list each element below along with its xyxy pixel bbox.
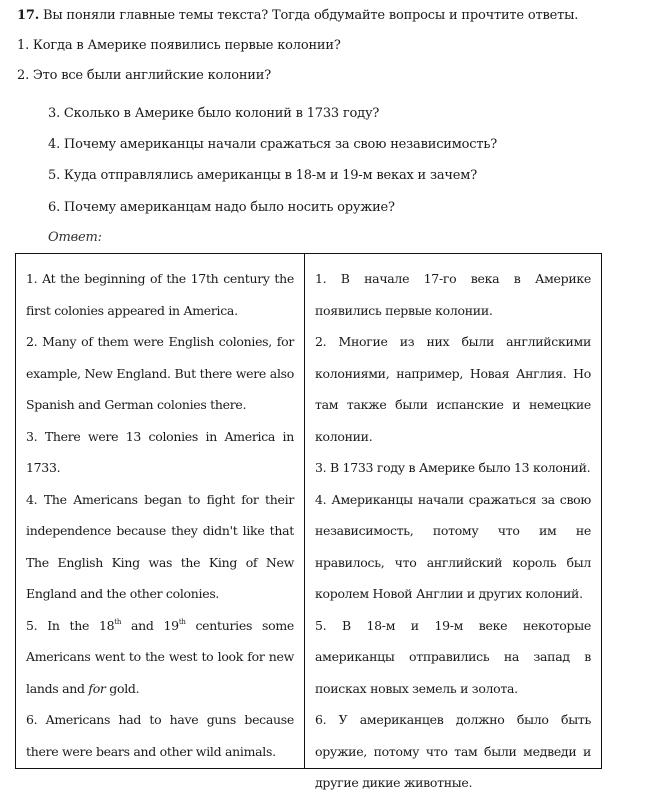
english-answer-6: 6. Americans had to have guns because there were bears and other wild animals.	[26, 712, 294, 759]
russian-answer-5: 5. В 18-м и 19-м веке некоторые американцы отправились на запад в поисках новых земель и золота.	[315, 617, 591, 696]
answer-5-end: gold.	[105, 680, 140, 696]
answer-5-prefix: 5. In the 18	[26, 617, 115, 633]
exercise-number: 17.	[17, 8, 40, 23]
english-answer-2: 2. Many of them were English colonies, for example, New England. But there were also Spanish and German colonies there.	[26, 334, 294, 412]
answer-5-italic-word: for	[88, 680, 106, 696]
question-4: 4. Почему американцы начали сражаться за свою независимость?	[48, 137, 497, 152]
exercise-instruction: Вы поняли главные темы текста? Тогда обдумайте вопросы и прочтите ответы.	[42, 8, 579, 23]
russian-answers-column	[305, 254, 601, 790]
russian-answer-2: 2. Многие из них были английскими колониями, например, Новая Англия. Но там также были испанские и немецкие колонии.	[315, 334, 591, 444]
question-2: 2. Это все были английские колонии?	[17, 68, 271, 83]
english-answer-1: 1. At the beginning of the 17th century the first colonies appeared in America.	[26, 271, 294, 318]
answer-5-rest: centuries some Americans went to the west to look for new lands and	[26, 617, 294, 696]
question-5: 5. Куда отправлялись американцы в 18-м и 19-м веках и зачем?	[48, 168, 477, 183]
english-answer-4: 4. The Americans began to fight for their independence because they didn't like that The English King was the King of New England and the other colonies.	[26, 491, 294, 601]
question-3: 3. Сколько в Америке было колоний в 1733 году?	[48, 106, 380, 121]
exercise-header	[17, 8, 578, 23]
answer-label: Ответ:	[48, 230, 102, 245]
russian-answer-1: 1. В начале 17-го века в Америке появились первые колонии.	[315, 271, 591, 318]
russian-answer-6: 6. У американцев должно было быть оружие, потому что там были медведи и другие дикие животные.	[315, 712, 591, 790]
english-answer-5	[26, 610, 294, 705]
superscript-th: th	[178, 617, 186, 626]
answers-table	[15, 253, 602, 790]
english-answers-column	[16, 254, 305, 768]
question-6: 6. Почему американцам надо было носить оружие?	[48, 200, 395, 215]
answer-5-mid: and 19	[121, 617, 179, 633]
english-answer-3: 3. There were 13 colonies in America in 1733.	[26, 428, 294, 475]
russian-answer-3: 3. В 1733 году в Америке было 13 колоний.	[315, 460, 591, 475]
superscript-th: th	[114, 617, 122, 626]
russian-answer-4: 4. Американцы начали сражаться за свою независимость, потому что им не нравилось, что английский король был королем Новой Англии и других колоний.	[315, 491, 591, 601]
question-1: 1. Когда в Америке появились первые колонии?	[17, 38, 341, 53]
